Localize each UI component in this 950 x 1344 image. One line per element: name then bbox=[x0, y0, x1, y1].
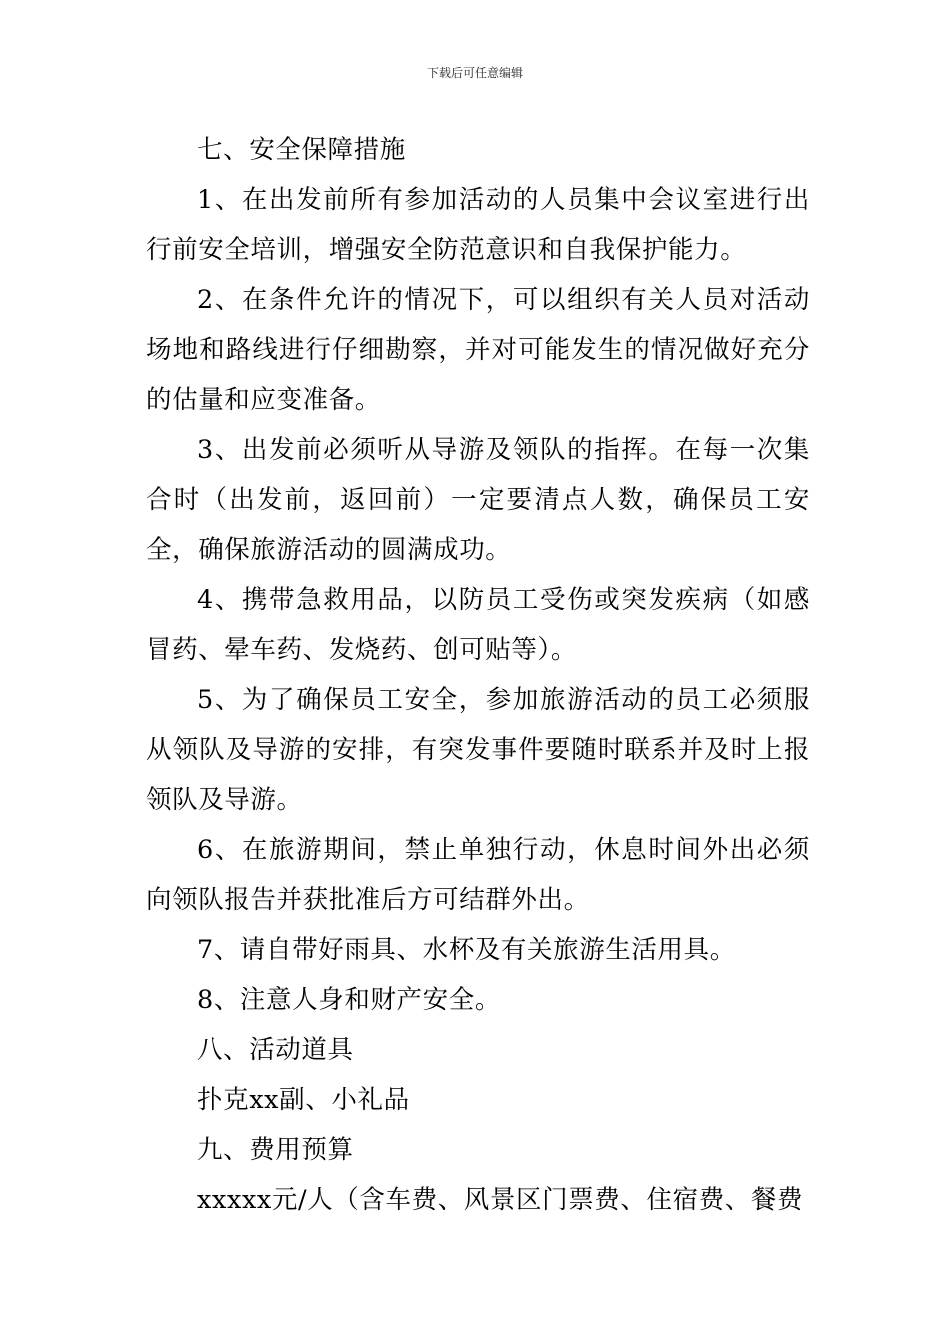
page-header-note: 下载后可任意编辑 bbox=[426, 66, 523, 80]
props-list: 扑克xx副、小礼品 bbox=[197, 1085, 410, 1115]
paragraph-item-7: 7、请自带好雨具、水杯及有关旅游生活用具。 bbox=[197, 935, 736, 965]
section-heading-safety: 七、安全保障措施 bbox=[197, 135, 406, 165]
section-heading-props: 八、活动道具 bbox=[197, 1035, 354, 1065]
paragraph-item-5: 5、为了确保员工安全，参加旅游活动的员工必须服从领队及导游的安排，有突发事件要随时联系并及时上报领队及导游。 bbox=[146, 685, 810, 815]
paragraph-item-2: 2、在条件允许的情况下，可以组织有关人员对活动场地和路线进行仔细勘察，并对可能发生的情况做好充分的估量和应变准备。 bbox=[146, 285, 810, 415]
document-body bbox=[146, 125, 810, 1225]
paragraph-item-3: 3、出发前必须听从导游及领队的指挥。在每一次集合时（出发前，返回前）一定要清点人数，确保员工安全，确保旅游活动的圆满成功。 bbox=[146, 435, 810, 565]
budget-line: xxxxx元/人（含车费、风景区门票费、住宿费、餐费 bbox=[197, 1185, 804, 1215]
section-heading-budget: 九、费用预算 bbox=[197, 1135, 354, 1165]
paragraph-item-6: 6、在旅游期间，禁止单独行动，休息时间外出必须向领队报告并获批准后方可结群外出。 bbox=[146, 835, 810, 915]
paragraph-item-4: 4、携带急救用品，以防员工受伤或突发疾病（如感冒药、晕车药、发烧药、创可贴等）。 bbox=[146, 585, 810, 665]
paragraph-item-8: 8、注意人身和财产安全。 bbox=[197, 985, 501, 1015]
paragraph-item-1: 1、在出发前所有参加活动的人员集中会议室进行出行前安全培训，增强安全防范意识和自我保护能力。 bbox=[146, 185, 810, 265]
